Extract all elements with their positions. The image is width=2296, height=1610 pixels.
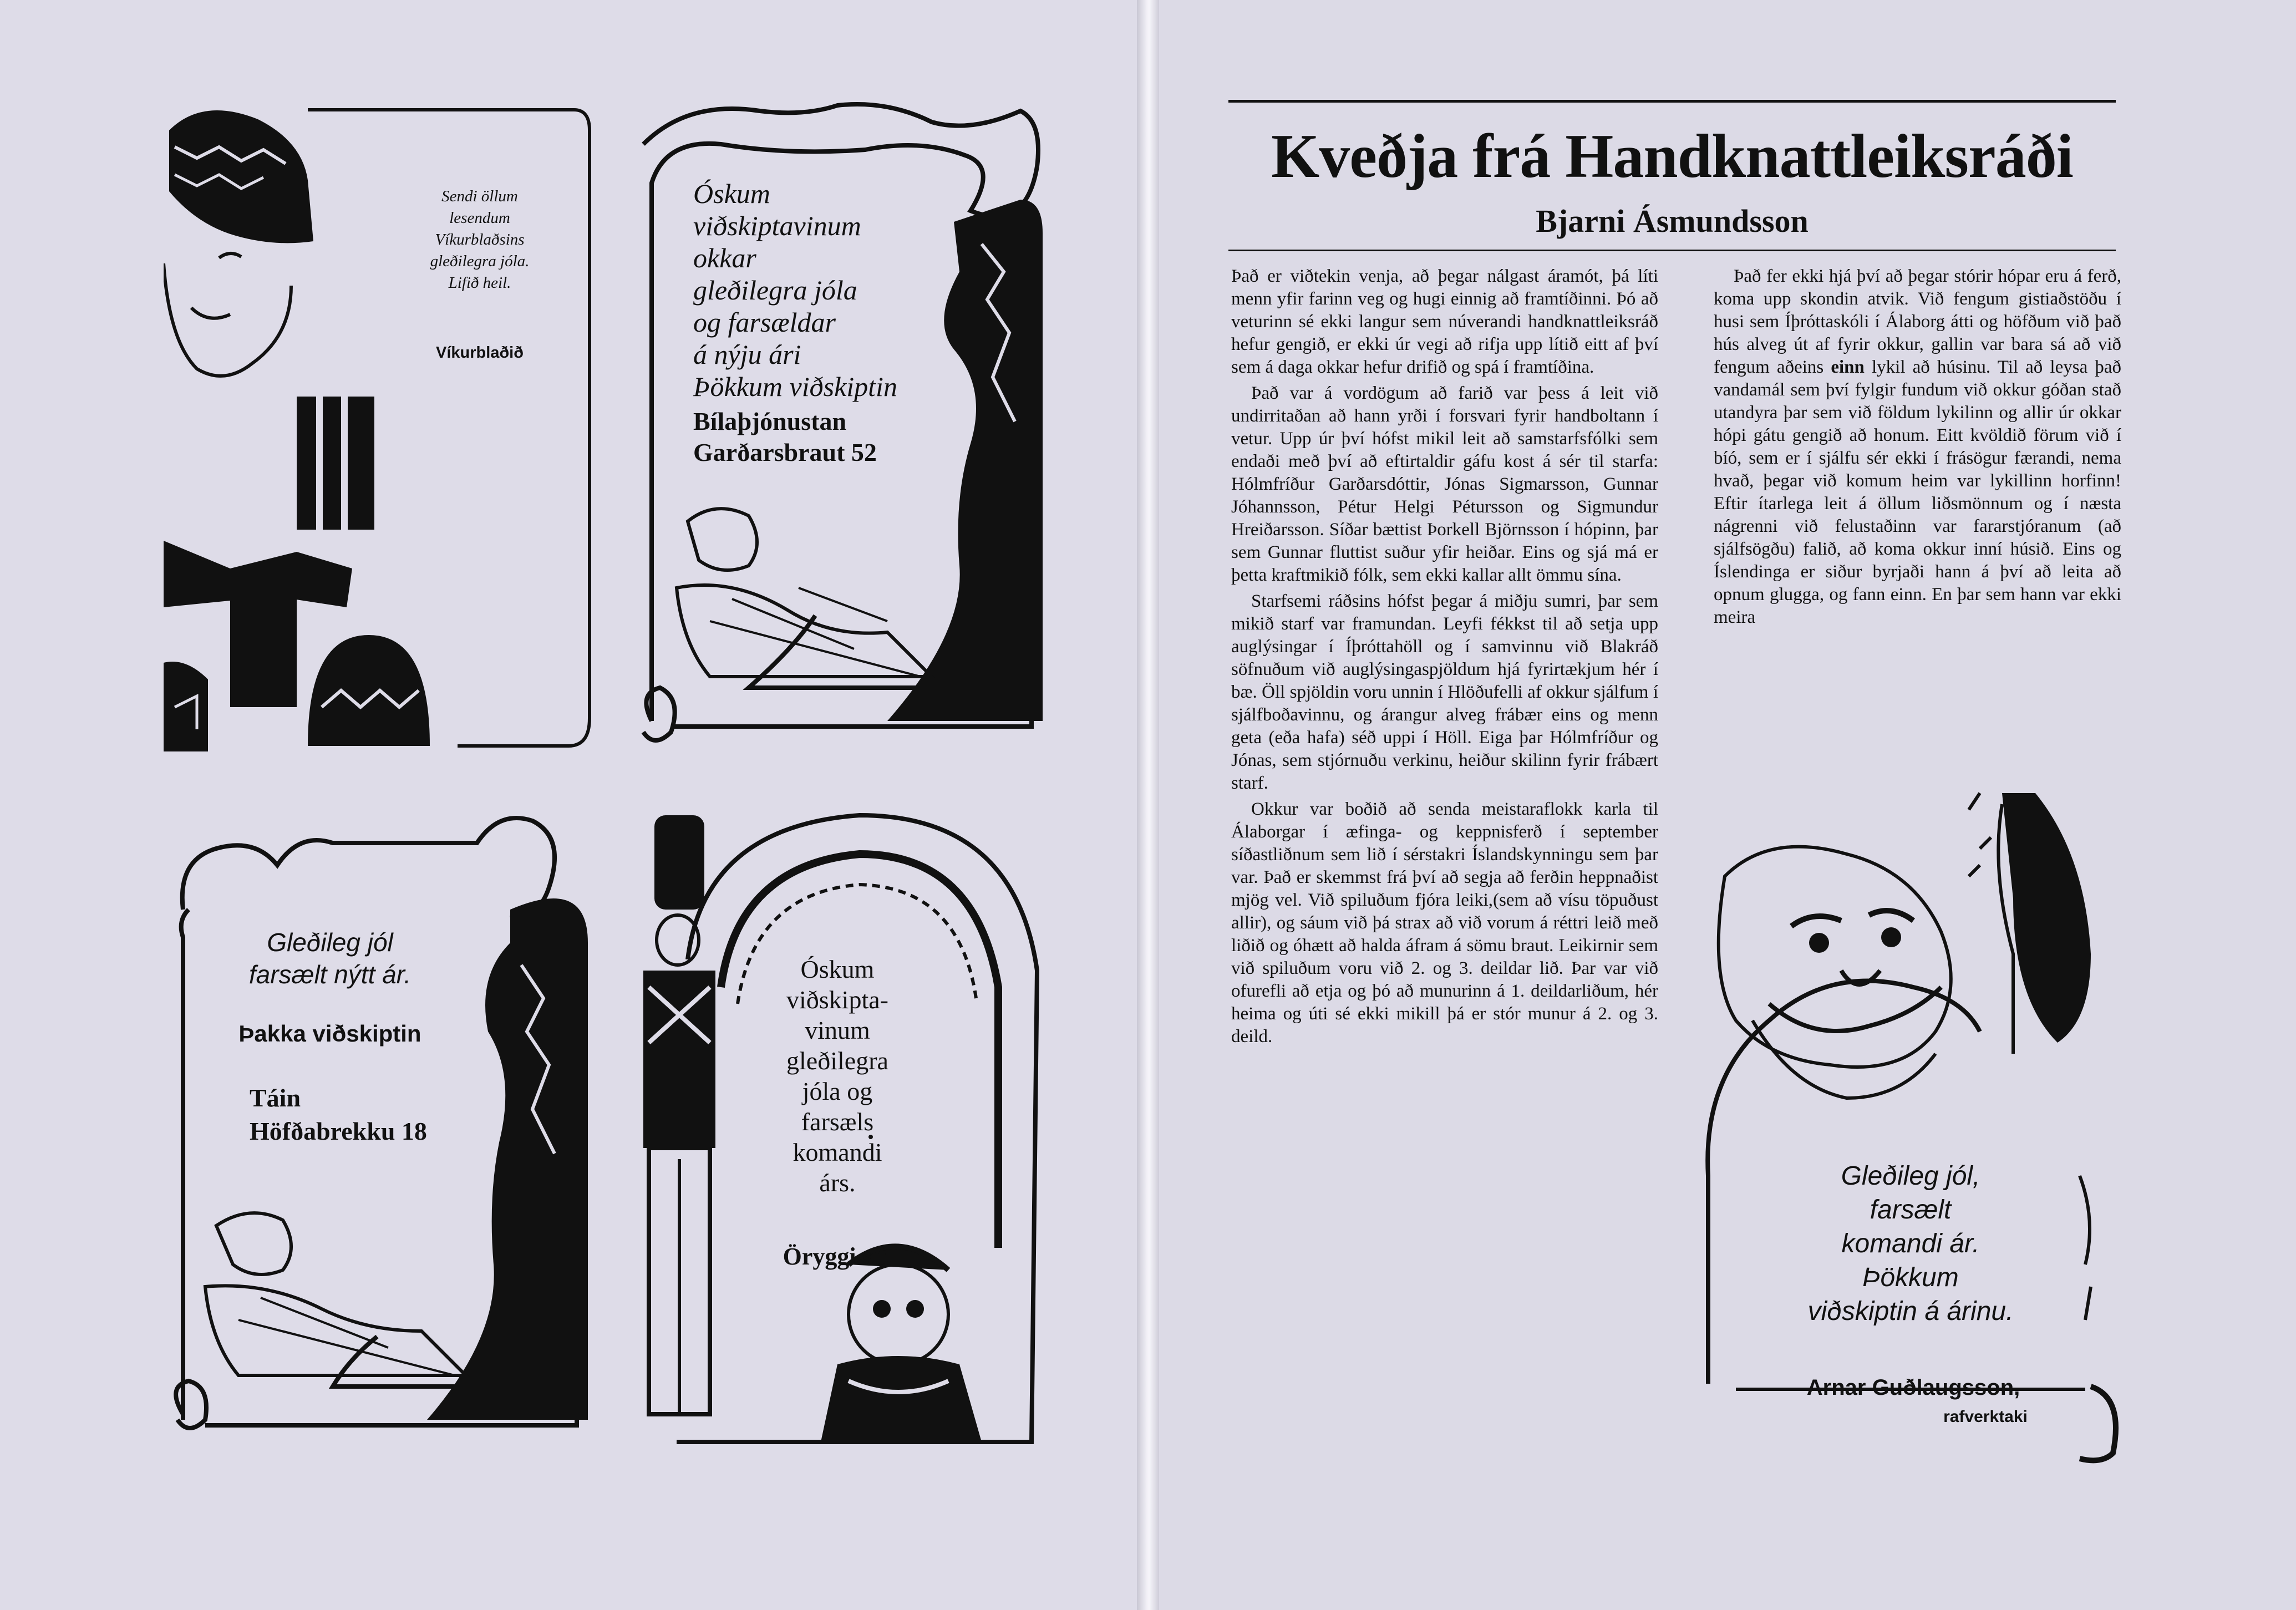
ad-line: viðskiptavinum [693, 210, 861, 241]
ad-line: Þökkum viðskiptin [693, 371, 897, 402]
ad-line: Víkurblaðsins [435, 231, 525, 248]
ad-thanks: Þakka viðskiptin [238, 1020, 421, 1047]
article-author: Bjarni Ásmundsson [1536, 203, 1809, 239]
ad-line: Óskum [800, 955, 875, 983]
ad-line: viðskiptin á árinu. [1807, 1297, 2014, 1326]
ad-arnar [1703, 788, 2130, 1470]
ad-tain [166, 799, 599, 1448]
ad-sender-line: Garðarsbraut 52 [693, 438, 877, 466]
ad-line: á nýju ári [693, 339, 801, 370]
paragraph-text: lykil að húsinu. Til að leysa það vandamál sem því fylgir fundum við okkur góðan stað utandyra þar sem við földum lykilinn og allir úr okkar hópi gátu gengið að honum. Eitt kvöldið förum við í bíó, sem er í sjálfu sér ekki í frásögur færandi, nema hvað, þegar við komum heim var lykillinn horfinn! Eftir ítarlega leit á öllum liðsmönnum og í næsta nágrenni við felustaðinn var fararstjóranum (að sjálfsögðu) falið, að koma okkur inní húsið. Eins og Íslendinga er siður byrjaði hann á því að leita að opnum glugga, og fann einn. En þar sem hann var ekki meira [1714, 357, 2122, 627]
header-rule [1228, 100, 2116, 103]
ad-sender-line: Bílaþjónustan [693, 407, 847, 435]
ad-sender: Víkurblaðið [436, 344, 524, 362]
ad-line: farsælt nýtt ár. [248, 960, 412, 989]
header-rule-bottom [1228, 250, 2116, 251]
ad-line: viðskipta- [786, 986, 888, 1014]
ad-bilathjonustan [621, 89, 1065, 751]
ad-sender: Öryggi s.f. [783, 1243, 892, 1270]
ad-line: okkar [693, 242, 756, 273]
ad-line: árs. [819, 1169, 856, 1197]
ad-sender-role: rafverktaki [1943, 1408, 2028, 1426]
ad-sender-line: Táin [250, 1084, 301, 1112]
ad-line: jóla og [802, 1077, 873, 1105]
article-column-1 [1231, 265, 1658, 1052]
ad-line: vinum [805, 1016, 870, 1044]
ad-line: og farsældar [693, 307, 836, 338]
ad-vikurbladid [164, 108, 596, 763]
ad-line: gleðilegra jóla. [430, 252, 530, 270]
ad-line: Lifið heil. [448, 274, 511, 292]
paragraph: Það er viðtekin venja, að þegar nálgast áramót, þá líti menn yfir farinn veg og hugi einnig að framtíðinni. Þó að veturinn sé ekki langur sem núverandi handknattleiksráð hefur gengið, er ekki úr vegi að rifja upp lítið eitt af því sem á daga okkar hefur drifið og spá í framtíðina. [1231, 266, 1658, 377]
ad-line: Þökkum [1862, 1263, 1959, 1292]
ad-line: gleðilegra [786, 1047, 888, 1075]
article-title: Kveðja frá Handknattleiksráði [1271, 122, 2073, 191]
paragraph-bold: einn [1831, 357, 1865, 377]
paragraph-text: Það fer ekki hjá því að þegar stórir hópar eru á ferð, koma upp skondin atvik. Við fengum gistiaðstöðu í husi sem Íþróttaskóli í Álaborg átti og höfðum við það hús alveg út af fyrir okkur, gallin var bara sá að við fengum aðeins [1714, 266, 2121, 377]
paragraph [1714, 265, 2121, 629]
ad-arnar-illustration [1703, 788, 2130, 1470]
ad-line: lesendum [449, 209, 510, 227]
page-gutter [1137, 0, 1159, 1610]
ad-line: Óskum [693, 178, 770, 209]
ad-line: farsælt [1870, 1195, 1952, 1225]
ad-line: Gleðileg jól [267, 928, 393, 957]
ad-line: farsæls [801, 1108, 874, 1136]
ad-line: komandi ár. [1841, 1229, 1980, 1258]
ad-line: Gleðileg jól, [1841, 1161, 1980, 1191]
ad-oryggi [638, 804, 1054, 1459]
ad-line: komandi [793, 1138, 882, 1166]
ad-line: gleðilegra jóla [693, 275, 857, 306]
paragraph: Starfsemi ráðsins hófst þegar á miðju sumri, þar sem mikið starf var framundan. Leyfi fékkst til að setja upp auglýsingar í Íþróttahöll og í samvinnu við Blakráð söfnuðum við auglýsingaspjöldum hjá fyrirtækjum hér í bæ. Öll spjöldin voru unnin í Hlöðufelli af okkur sjálfum í sjálfboðavinnu, og árangur alveg frábær eins og menn geta (eða hafa) séð uppi í Höll. Eiga þar Hólmfríður og Jónas, sem stjórnuðu verkinu, heiður skilinn fyrir frábært starf. [1231, 591, 1658, 793]
paragraph: Okkur var boðið að senda meistaraflokk karla til Álaborgar í æfinga- og keppnisferð í september síðastliðnum sem lið í sérstakri Íslandskynningu sem þar var. Það er skemmst frá því að segja að ferðin heppnaðist mjög vel. Við spiluðum fjóra leiki,(sem að vísu töpuðust allir), og sáum við þá strax að við vorum á réttri leið með liðið og óhætt að halda áfram á sömu braut. Leikirnir sem við spiluðum voru við 2. og 3. deildar lið. Þar var við ofurefli að etja og þó að munurinn á 1. deildarliðum, hér heima og úti sé ekki mikill þá er stór munur á 2. og 3. deild. [1231, 799, 1658, 1047]
ad-sender-line: Höfðabrekku 18 [250, 1117, 427, 1145]
ad-sender: Arnar Guðlaugsson, [1806, 1375, 2020, 1400]
paragraph: Það var á vordögum að farið var þess á leit við undirritaðan að hann yrði í forsvari fyrir handboltann í vetur. Upp úr því hófst mikil leit að samstarfsfólki sem endaði með því að eftirtaldir gáfu kost á sér til starfa: Hólmfríður Garðarsdóttir, Jónas Sigmarsson, Gunnar Jóhannsson, Pétur Helgi Pétursson og Sigmundur Hreiðarsson. Síðar bættist Þorkell Björnsson í hópinn, þar sem Gunnar fluttist suður yfir heiðar. Eins og sjá má er þetta kraftmikið fólk, sem ekki kallar allt ömmu sína. [1231, 383, 1658, 585]
article-column-2 [1714, 265, 2121, 632]
ad-line: Sendi öllum [441, 187, 518, 205]
